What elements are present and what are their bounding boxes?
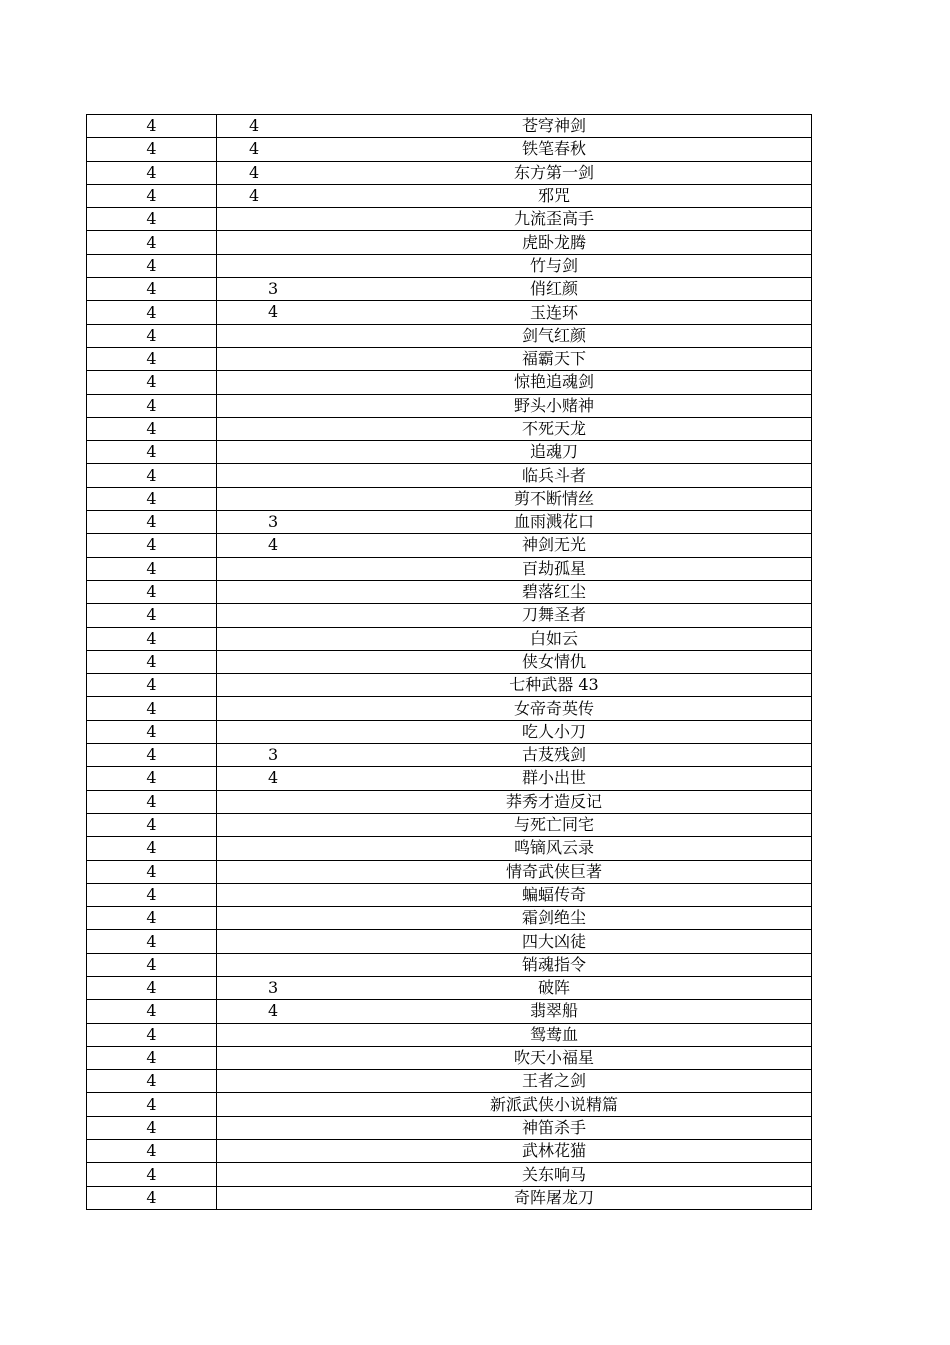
table-row (87, 301, 812, 324)
cell-col-b[interactable] (217, 697, 298, 720)
cell-col-a[interactable]: 4 (87, 324, 217, 347)
cell-col-b-value: 4 (268, 302, 279, 322)
table-row (87, 231, 812, 254)
cell-col-b[interactable] (217, 790, 298, 813)
cell-col-b[interactable] (217, 417, 298, 440)
table-row (87, 1116, 812, 1139)
cell-col-a[interactable]: 4 (87, 627, 217, 650)
table-row (87, 324, 812, 347)
table-row (87, 347, 812, 370)
cell-col-b[interactable] (217, 953, 298, 976)
cell-col-b[interactable] (217, 837, 298, 860)
cell-col-b[interactable] (217, 1046, 298, 1069)
cell-title[interactable]: 虎卧龙腾 (297, 231, 812, 254)
cell-col-a[interactable]: 4 (87, 464, 217, 487)
table-row (87, 674, 812, 697)
cell-col-a[interactable]: 4 (87, 1046, 217, 1069)
table-row (87, 1046, 812, 1069)
cell-col-a[interactable]: 4 (87, 231, 217, 254)
cell-title[interactable]: 俏红颜 (297, 278, 812, 301)
table-row (87, 767, 812, 790)
cell-col-a[interactable]: 4 (87, 371, 217, 394)
table-row (87, 1070, 812, 1093)
cell-col-b[interactable] (217, 301, 298, 324)
table-row (87, 1163, 812, 1186)
cell-col-a[interactable]: 4 (87, 953, 217, 976)
cell-col-b-value: 4 (268, 1001, 279, 1021)
table-row (87, 511, 812, 534)
cell-title[interactable]: 惊艳追魂剑 (297, 371, 812, 394)
cell-col-b[interactable] (217, 115, 298, 138)
table-row (87, 371, 812, 394)
cell-col-a[interactable]: 4 (87, 208, 217, 231)
cell-col-a[interactable]: 4 (87, 394, 217, 417)
cell-col-b[interactable] (217, 347, 298, 370)
cell-col-a[interactable]: 4 (87, 161, 217, 184)
table-row (87, 464, 812, 487)
cell-col-a[interactable]: 4 (87, 907, 217, 930)
table-row (87, 487, 812, 510)
cell-col-b[interactable] (217, 557, 298, 580)
cell-col-b-value: 3 (268, 977, 279, 997)
cell-title[interactable]: 新派武侠小说精篇 (297, 1093, 812, 1116)
cell-col-b-value: 3 (268, 279, 279, 299)
cell-col-a[interactable]: 4 (87, 1186, 217, 1209)
table-row (87, 254, 812, 277)
cell-col-b[interactable] (217, 161, 298, 184)
table-row (87, 860, 812, 883)
cell-title[interactable]: 吃人小刀 (297, 720, 812, 743)
cell-col-a[interactable]: 4 (87, 1000, 217, 1023)
table-row (87, 534, 812, 557)
cell-col-b[interactable] (217, 813, 298, 836)
cell-title[interactable]: 不死天龙 (297, 417, 812, 440)
table-row (87, 278, 812, 301)
table-row (87, 930, 812, 953)
cell-col-b-value: 4 (249, 162, 260, 182)
cell-title[interactable]: 侠女情仇 (297, 650, 812, 673)
cell-col-a[interactable]: 4 (87, 1116, 217, 1139)
cell-title[interactable]: 蝙蝠传奇 (297, 883, 812, 906)
cell-col-a[interactable]: 4 (87, 1070, 217, 1093)
cell-title[interactable]: 吹天小福星 (297, 1046, 812, 1069)
cell-col-b[interactable] (217, 254, 298, 277)
cell-col-a[interactable]: 4 (87, 580, 217, 603)
cell-col-b[interactable] (217, 883, 298, 906)
table-row (87, 580, 812, 603)
cell-col-b[interactable] (217, 930, 298, 953)
cell-col-a[interactable]: 4 (87, 930, 217, 953)
cell-title[interactable]: 追魂刀 (297, 441, 812, 464)
cell-title[interactable]: 古芨残剑 (297, 744, 812, 767)
cell-col-a[interactable]: 4 (87, 138, 217, 161)
cell-col-b[interactable] (217, 278, 298, 301)
cell-title[interactable]: 铁笔春秋 (297, 138, 812, 161)
cell-col-b[interactable] (217, 231, 298, 254)
cell-col-a[interactable]: 4 (87, 1140, 217, 1163)
cell-col-b[interactable] (217, 604, 298, 627)
cell-col-a[interactable]: 4 (87, 813, 217, 836)
cell-col-b[interactable] (217, 1000, 298, 1023)
cell-col-a[interactable]: 4 (87, 674, 217, 697)
table-row (87, 650, 812, 673)
table-row (87, 720, 812, 743)
cell-title[interactable]: 剑气红颜 (297, 324, 812, 347)
cell-col-a[interactable]: 4 (87, 837, 217, 860)
cell-col-b[interactable] (217, 860, 298, 883)
table-row (87, 744, 812, 767)
table-row (87, 976, 812, 999)
cell-col-b-value: 4 (249, 139, 260, 159)
cell-col-b[interactable] (217, 767, 298, 790)
cell-title[interactable]: 莽秀才造反记 (297, 790, 812, 813)
cell-col-b[interactable] (217, 1023, 298, 1046)
cell-col-b[interactable] (217, 138, 298, 161)
cell-col-a[interactable]: 4 (87, 254, 217, 277)
cell-title[interactable]: 临兵斗者 (297, 464, 812, 487)
cell-col-a[interactable]: 4 (87, 790, 217, 813)
cell-col-a[interactable]: 4 (87, 1093, 217, 1116)
cell-col-b[interactable] (217, 674, 298, 697)
cell-col-a[interactable]: 4 (87, 767, 217, 790)
cell-col-b[interactable] (217, 394, 298, 417)
table-row (87, 1186, 812, 1209)
cell-title[interactable]: 神剑无光 (297, 534, 812, 557)
cell-col-b-value: 3 (268, 745, 279, 765)
cell-title[interactable]: 关东响马 (297, 1163, 812, 1186)
table-row (87, 115, 812, 138)
cell-col-a[interactable]: 4 (87, 184, 217, 207)
cell-col-a[interactable]: 4 (87, 487, 217, 510)
cell-col-b-value: 3 (268, 512, 279, 532)
cell-col-b[interactable] (217, 976, 298, 999)
cell-col-b[interactable] (217, 511, 298, 534)
cell-col-b[interactable] (217, 441, 298, 464)
cell-title[interactable]: 武林花猫 (297, 1140, 812, 1163)
cell-col-b[interactable] (217, 184, 298, 207)
cell-col-a[interactable]: 4 (87, 650, 217, 673)
table-row (87, 953, 812, 976)
table-row (87, 557, 812, 580)
cell-col-a[interactable]: 4 (87, 976, 217, 999)
cell-col-a[interactable]: 4 (87, 534, 217, 557)
table-row (87, 138, 812, 161)
cell-col-a[interactable]: 4 (87, 720, 217, 743)
cell-col-b[interactable] (217, 464, 298, 487)
cell-col-b-value: 4 (249, 185, 260, 205)
cell-col-b[interactable] (217, 1186, 298, 1209)
cell-title[interactable]: 破阵 (297, 976, 812, 999)
cell-col-b[interactable] (217, 627, 298, 650)
cell-title[interactable]: 四大凶徒 (297, 930, 812, 953)
cell-col-a[interactable]: 4 (87, 697, 217, 720)
cell-title[interactable]: 玉连环 (297, 301, 812, 324)
cell-col-b[interactable] (217, 487, 298, 510)
cell-col-b[interactable] (217, 720, 298, 743)
table-row (87, 417, 812, 440)
table-row (87, 394, 812, 417)
cell-title[interactable]: 销魂指令 (297, 953, 812, 976)
table-row (87, 184, 812, 207)
cell-title[interactable]: 剪不断情丝 (297, 487, 812, 510)
cell-col-b[interactable] (217, 1163, 298, 1186)
table-row (87, 161, 812, 184)
table-row (87, 837, 812, 860)
cell-title[interactable]: 奇阵屠龙刀 (297, 1186, 812, 1209)
cell-col-a[interactable]: 4 (87, 511, 217, 534)
cell-title[interactable]: 与死亡同宅 (297, 813, 812, 836)
cell-col-a[interactable]: 4 (87, 604, 217, 627)
cell-title[interactable]: 野头小赌神 (297, 394, 812, 417)
cell-col-a[interactable]: 4 (87, 1163, 217, 1186)
cell-title[interactable]: 刀舞圣者 (297, 604, 812, 627)
cell-col-a[interactable]: 4 (87, 883, 217, 906)
cell-col-a[interactable]: 4 (87, 278, 217, 301)
table-row (87, 907, 812, 930)
cell-title[interactable]: 苍穹神剑 (297, 115, 812, 138)
cell-title[interactable]: 鸣镝风云录 (297, 837, 812, 860)
table-row (87, 813, 812, 836)
cell-title[interactable]: 鸳鸯血 (297, 1023, 812, 1046)
table-row (87, 1093, 812, 1116)
cell-col-a[interactable]: 4 (87, 441, 217, 464)
cell-col-b[interactable] (217, 1070, 298, 1093)
cell-col-a[interactable]: 4 (87, 417, 217, 440)
cell-title[interactable]: 竹与剑 (297, 254, 812, 277)
cell-col-b[interactable] (217, 744, 298, 767)
cell-col-b[interactable] (217, 1093, 298, 1116)
cell-title[interactable]: 血雨溅花口 (297, 511, 812, 534)
table-row (87, 627, 812, 650)
cell-col-b[interactable] (217, 1140, 298, 1163)
cell-title[interactable]: 东方第一剑 (297, 161, 812, 184)
cell-title[interactable]: 王者之剑 (297, 1070, 812, 1093)
cell-title[interactable]: 情奇武侠巨著 (297, 860, 812, 883)
cell-title[interactable]: 九流歪高手 (297, 208, 812, 231)
cell-title[interactable]: 七种武器 43 (297, 674, 812, 697)
table-row (87, 1140, 812, 1163)
table-row (87, 1000, 812, 1023)
cell-col-b[interactable] (217, 580, 298, 603)
cell-title[interactable]: 碧落红尘 (297, 580, 812, 603)
cell-col-b-value: 4 (268, 768, 279, 788)
table-row (87, 441, 812, 464)
cell-title[interactable]: 霜剑绝尘 (297, 907, 812, 930)
cell-col-b[interactable] (217, 1116, 298, 1139)
cell-title[interactable]: 群小出世 (297, 767, 812, 790)
table-row (87, 604, 812, 627)
cell-col-b[interactable] (217, 208, 298, 231)
cell-col-b[interactable] (217, 650, 298, 673)
cell-title[interactable]: 神笛杀手 (297, 1116, 812, 1139)
spreadsheet-table (86, 114, 812, 1210)
table-body (87, 115, 812, 1210)
cell-col-b[interactable] (217, 324, 298, 347)
cell-col-b[interactable] (217, 371, 298, 394)
cell-col-b-value: 4 (249, 116, 260, 135)
cell-col-a[interactable]: 4 (87, 347, 217, 370)
cell-col-b[interactable] (217, 534, 298, 557)
table-row (87, 697, 812, 720)
cell-title[interactable]: 邪咒 (297, 184, 812, 207)
cell-title[interactable]: 女帝奇英传 (297, 697, 812, 720)
cell-col-a[interactable]: 4 (87, 1023, 217, 1046)
table-row (87, 208, 812, 231)
table-row (87, 790, 812, 813)
cell-col-a[interactable]: 4 (87, 301, 217, 324)
cell-col-a[interactable]: 4 (87, 557, 217, 580)
cell-col-a[interactable]: 4 (87, 744, 217, 767)
cell-title[interactable]: 百劫孤星 (297, 557, 812, 580)
cell-col-a[interactable]: 4 (87, 115, 217, 138)
cell-col-b[interactable] (217, 907, 298, 930)
cell-col-b-value: 4 (268, 535, 279, 555)
cell-title[interactable]: 白如云 (297, 627, 812, 650)
table-row (87, 1023, 812, 1046)
cell-title[interactable]: 福霸天下 (297, 347, 812, 370)
cell-col-a[interactable]: 4 (87, 860, 217, 883)
cell-title[interactable]: 翡翠船 (297, 1000, 812, 1023)
table-row (87, 883, 812, 906)
